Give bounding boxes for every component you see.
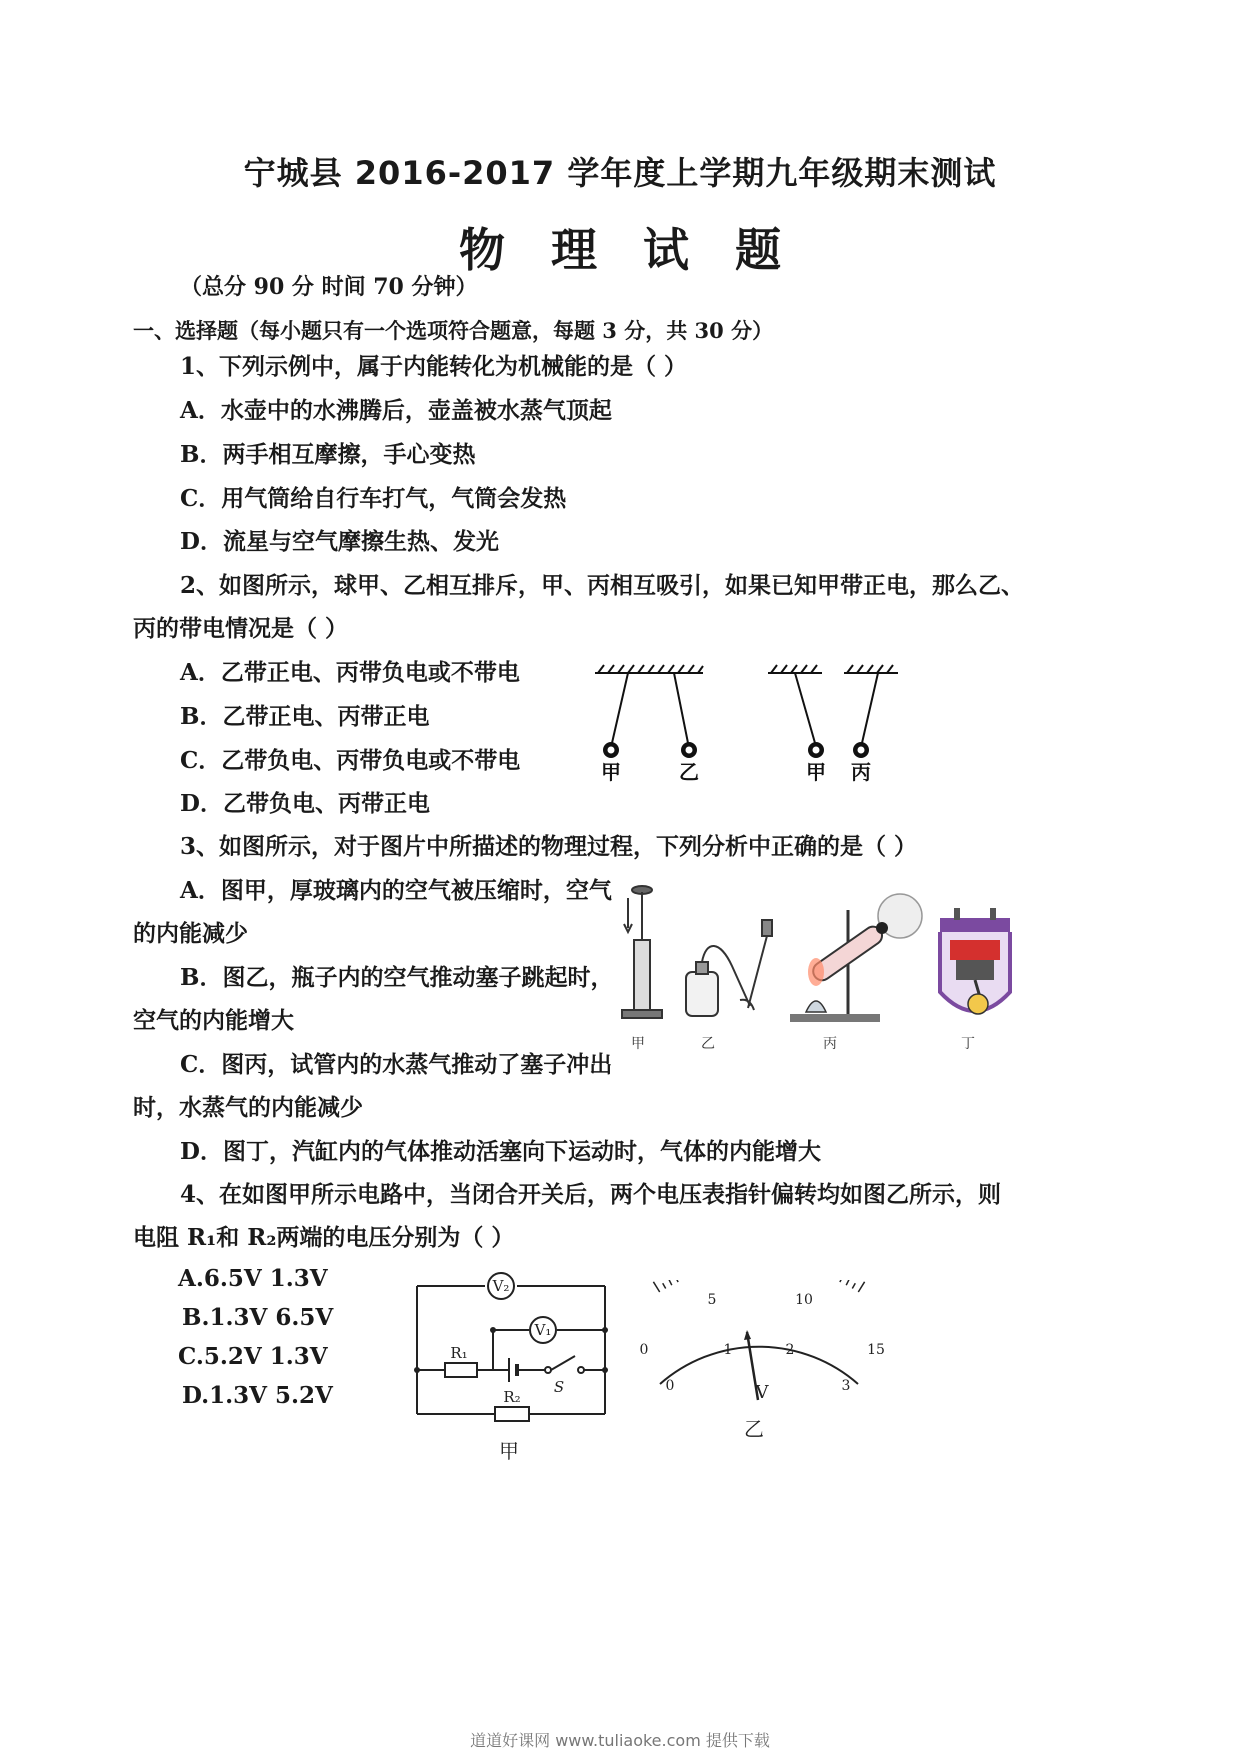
voltmeter-v1-label: V₁ [534,1321,552,1339]
dial-tick [846,1280,849,1285]
exam-title: 宁城县 2016-2017 学年度上学期九年级期末测试 [243,154,997,192]
dial-tick [676,1280,679,1282]
q4-option-a: A.6.5V 1.3V [178,1265,328,1292]
top-scale-15: 15 [867,1342,885,1358]
q1-stem: 1、下列示例中，属于内能转化为机械能的是（ ） [180,353,688,380]
q3-option-c-line2: 时，水蒸气的内能减少 [133,1094,363,1121]
subject-title: 物理试题 [459,223,827,277]
q1-option-b: B．两手相互摩擦，手心变热 [180,441,476,468]
q2-option-c: C．乙带负电、丙带负电或不带电 [180,747,521,774]
q3-option-b-line1: B．图乙，瓶子内的空气推动塞子跳起时， [180,964,614,991]
q3-stem: 3、如图所示，对于图片中所描述的物理过程，下列分析中正确的是（ ） [180,833,918,860]
q2-label-jia-1: 甲 [601,760,621,784]
q2-label-bing: 丙 [851,760,871,784]
q4-option-d: D.1.3V 5.2V [182,1382,333,1409]
dial-tick [663,1283,666,1288]
q1-option-d: D．流星与空气摩擦生热、发光 [180,528,499,555]
q4-stem-line2: 电阻 R₁和 R₂两端的电压分别为（ ） [133,1224,515,1251]
dial-tick [852,1283,855,1288]
score-time: （总分 90 分 时间 70 分钟） [180,274,478,300]
fire-syringe-drawing [622,886,662,1018]
switch-s-label: S [553,1378,565,1396]
bottom-scale-0: 0 [665,1378,675,1394]
q4-circuit-diagram [405,1268,625,1468]
q4-voltmeter-dial [630,1280,890,1460]
top-scale-0: 0 [639,1342,649,1358]
meter-figure-label: 乙 [744,1417,764,1441]
q2-option-b: B．乙带正电、丙带正电 [180,703,430,730]
download-watermark: 道道好课网 www.tuliaoke.com 提供下载 [470,1731,770,1750]
q2-stem-line2: 丙的带电情况是（ ） [133,615,349,642]
top-scale-10: 10 [795,1292,813,1308]
q3-label-yi: 乙 [701,1036,715,1052]
bottom-scale-2: 2 [785,1342,795,1358]
q2-figure-pendulums [590,655,910,785]
q3-label-ding: 丁 [961,1036,975,1052]
dial-tick [669,1280,672,1285]
bottom-scale-3: 3 [841,1378,851,1394]
circuit-figure-label: 甲 [499,1439,519,1463]
bottom-scale-1: 1 [723,1342,733,1358]
q4-option-b: B.1.3V 6.5V [182,1304,334,1331]
bottle-pump-drawing [686,920,772,1016]
q1-option-c: C．用气筒给自行车打气，气筒会发热 [180,485,567,512]
q2-option-d: D．乙带负电、丙带正电 [180,790,430,817]
q3-option-c-line1: C．图丙，试管内的水蒸气推动了塞子冲出 [180,1051,613,1078]
top-scale-5: 5 [707,1292,717,1308]
q2-label-yi: 乙 [679,760,699,784]
q3-label-bing: 丙 [823,1036,837,1052]
q4-option-c: C.5.2V 1.3V [178,1343,328,1370]
test-tube-heating-drawing [790,894,922,1022]
resistor-r1-label: R₁ [450,1344,468,1362]
resistor-r2-label: R₂ [503,1388,521,1406]
q2-option-a: A．乙带正电、丙带负电或不带电 [180,659,520,686]
q1-option-a: A．水壶中的水沸腾后，壶盖被水蒸气顶起 [180,397,612,424]
meter-unit: V [755,1382,769,1403]
q3-label-jia: 甲 [631,1036,645,1052]
dial-tick [840,1280,843,1282]
q4-stem-line1: 4、在如图甲所示电路中，当闭合开关后，两个电压表指针偏转均如图乙所示，则 [180,1181,1002,1208]
q3-option-a-line2: 的内能减少 [133,920,248,947]
q3-figure-experiments [610,880,1030,1060]
q3-option-a-line1: A．图甲，厚玻璃内的空气被压缩时，空气 [180,877,612,904]
q2-label-jia-2: 甲 [806,760,826,784]
dial-tick [653,1282,659,1292]
q3-option-d: D．图丁，汽缸内的气体推动活塞向下运动时，气体的内能增大 [180,1138,821,1165]
voltmeter-v2-label: V₂ [492,1277,510,1295]
engine-cylinder-drawing [940,908,1010,1014]
section-heading: 一、选择题（每小题只有一个选项符合题意，每题 3 分，共 30 分） [133,318,774,343]
q2-stem-line1: 2、如图所示，球甲、乙相互排斥，甲、丙相互吸引，如果已知甲带正电，那么乙、 [180,572,1025,599]
q3-option-b-line2: 空气的内能增大 [133,1007,294,1034]
dial-tick [858,1282,864,1292]
